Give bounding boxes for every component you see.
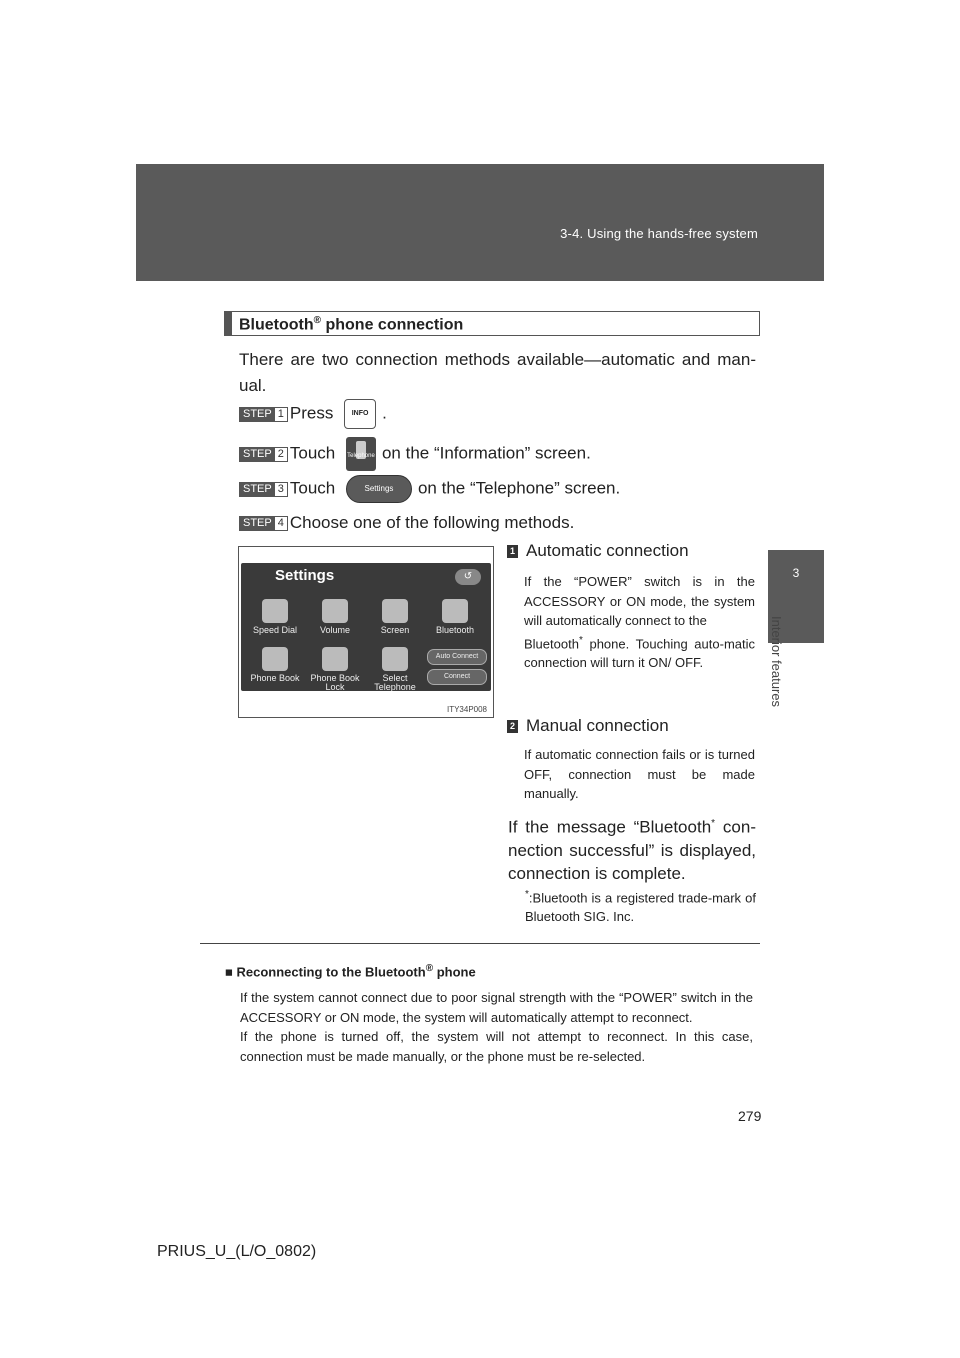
screen-icon: Screen	[367, 599, 423, 635]
step-1: STEP 1 Press INFO .	[239, 399, 387, 425]
bluetooth-icon: Bluetooth	[427, 599, 483, 635]
phone-book-lock-icon: Phone Book Lock	[307, 647, 363, 691]
settings-screen	[241, 563, 491, 691]
section-title	[224, 311, 760, 336]
option-manual-body: If automatic connection fails or is turned OFF, connection must be made manually.	[524, 747, 755, 801]
image-id: ITY34P008	[446, 705, 487, 714]
speed-dial-icon: Speed Dial	[247, 599, 303, 635]
page-number: 279	[738, 1108, 762, 1124]
title-bar-accent	[225, 312, 232, 335]
note-heading: ■ Reconnecting to the Bluetooth® phone	[225, 963, 476, 980]
number-badge: 2	[507, 720, 518, 733]
volume-icon: Volume	[307, 599, 363, 635]
option-automatic-body: If the “POWER” switch is in the ACCESSORY or ON mode, the system will automatically connect to the Bluetooth* phone. Touching auto-matic connection will turn it ON/ OFF.	[524, 574, 755, 671]
step-2: STEP 2 Touch Telephone on the “Information” screen.	[239, 437, 591, 463]
step-badge: STEP 1	[239, 407, 288, 422]
option-automatic-title: 1 Automatic connection	[507, 541, 689, 561]
intro-paragraph: There are two connection methods available—automatic and man-ual.	[239, 350, 756, 395]
document-id: PRIUS_U_(L/O_0802)	[157, 1243, 317, 1260]
screen-title: Settings	[275, 567, 335, 584]
select-telephone-icon: Select Telephone	[367, 647, 423, 691]
step-4: STEP 4 Choose one of the following methods.	[239, 510, 574, 536]
settings-button-icon: Settings	[346, 475, 412, 503]
number-badge: 1	[507, 545, 518, 558]
section-breadcrumb: 3-4. Using the hands-free system	[560, 226, 758, 241]
section-title-text: Bluetooth® phone connection	[239, 315, 464, 334]
connect-button: Connect	[427, 669, 487, 685]
chapter-number: 3	[792, 566, 800, 580]
note-body: If the system cannot connect due to poor signal strength with the “POWER” switch in the ACCESSORY or ON mode, the system will automatically attempt to reconnect. If the phone is turned off, the system will not attempt to reconnect. In this case, connection must be made manually, or the phone must be re-selected.	[240, 990, 753, 1064]
result-paragraph: If the message “Bluetooth* con-nection successful” is displayed, connection is complete.	[508, 817, 756, 883]
divider	[200, 943, 760, 944]
auto-connect-button: Auto Connect	[427, 649, 487, 665]
back-icon: ↺	[455, 569, 481, 585]
step-badge: STEP 4	[239, 516, 288, 531]
phone-book-icon: Phone Book	[247, 647, 303, 683]
settings-screen-illustration	[238, 546, 494, 718]
step-badge: STEP 2	[239, 447, 288, 462]
page-header	[136, 164, 824, 281]
telephone-button-icon: Telephone	[346, 437, 376, 471]
trademark-footnote: *:Bluetooth is a registered trade-mark of Bluetooth SIG. Inc.	[525, 889, 756, 925]
chapter-tab	[768, 283, 824, 643]
step-badge: STEP 3	[239, 482, 288, 497]
chapter-label: Interior features	[769, 616, 784, 708]
option-manual-title: 2 Manual connection	[507, 716, 669, 736]
step-3: STEP 3 Touch Settings on the “Telephone” screen.	[239, 475, 620, 501]
info-button-icon: INFO	[344, 399, 376, 429]
